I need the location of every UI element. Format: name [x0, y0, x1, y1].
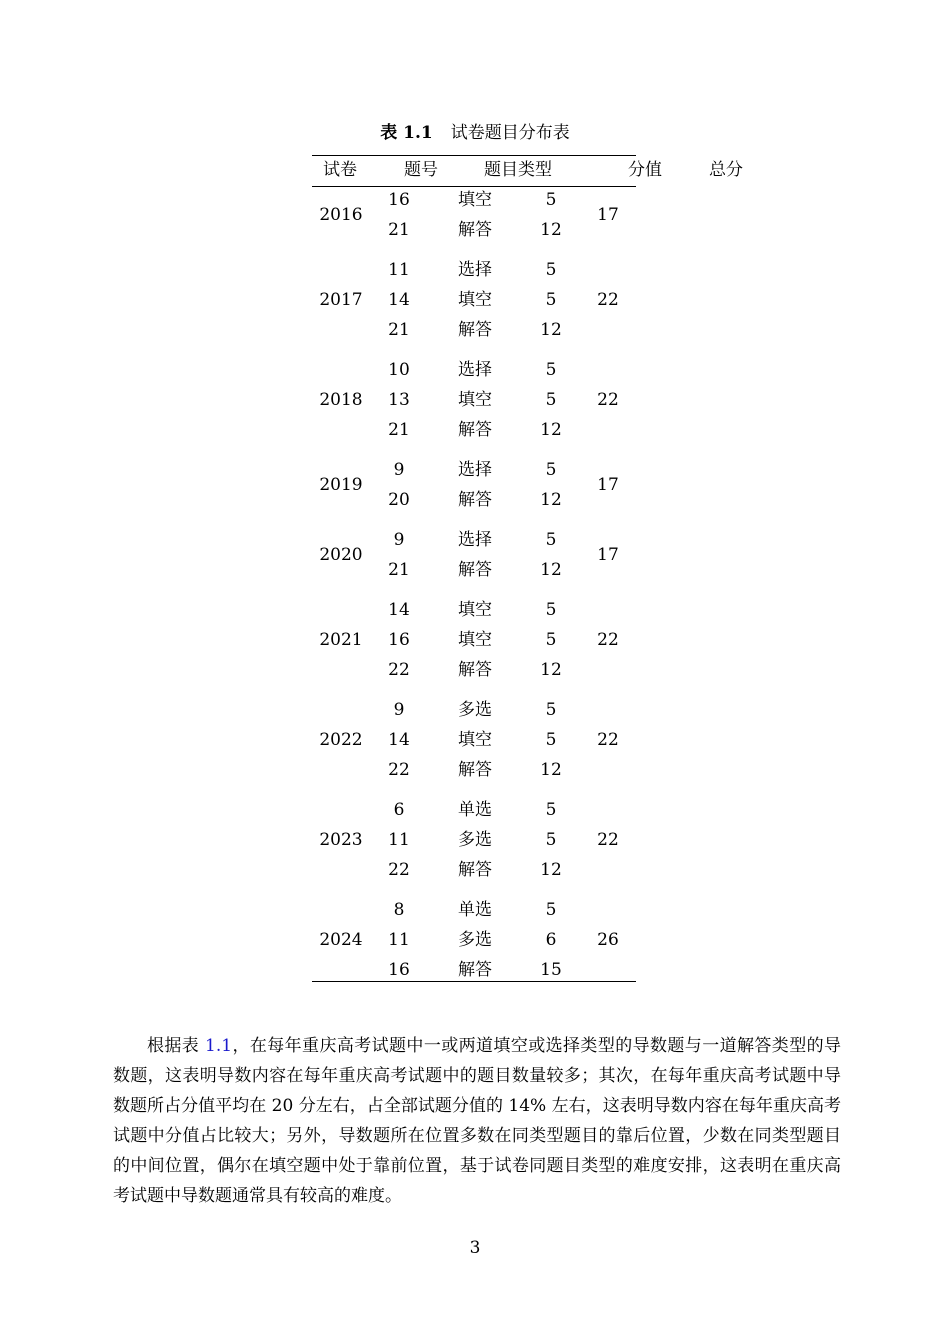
cell-question-number: 16: [388, 190, 410, 210]
cell-question-type: 解答: [458, 760, 492, 780]
cell-score: 5: [545, 290, 557, 310]
cell-question-number: 21: [388, 220, 410, 240]
cell-total: 22: [597, 630, 619, 650]
cell-score: 6: [545, 930, 557, 950]
cell-question-type: 解答: [458, 220, 492, 240]
cell-question-number: 14: [388, 730, 410, 750]
cell-score: 12: [540, 760, 562, 780]
cell-question-type: 解答: [458, 860, 492, 880]
cell-question-number: 21: [388, 320, 410, 340]
cell-question-number: 21: [388, 420, 410, 440]
cell-question-type: 选择: [458, 530, 492, 550]
table-caption: [0, 121, 950, 145]
page-number: 3: [469, 1238, 481, 1258]
paragraph-text-main: ，在每年重庆高考试题中一或两道填空或选择类型的导数题与一道解答类型的导数题，这表明导数内容在每年重庆高考试题中的题目数量较多；其次，在每年重庆高考试题中导数题所占分值平均在 20 分左右，占全部试题分值的 14% 左右，这表明导数内容在每年重庆高考试题中分值占比较大；另外，导数题所在位置多数在同类型题目的靠后位置，少数在同类型题目的中间位置，偶尔在填空题中处于靠前位置，基于试卷同题目类型的难度安排，这表明在重庆高考试题中导数题通常具有较高的难度。: [113, 1036, 841, 1206]
cell-score: 5: [545, 900, 557, 920]
table-caption-title: 试卷题目分布表: [450, 123, 570, 143]
header-paper: 试卷: [323, 160, 357, 180]
cell-question-type: 选择: [458, 260, 492, 280]
cell-total: 17: [597, 205, 619, 225]
cell-question-type: 解答: [458, 960, 492, 980]
cell-score: 5: [545, 460, 557, 480]
cell-score: 15: [540, 960, 562, 980]
cell-question-type: 填空: [458, 600, 492, 620]
cell-question-type: 单选: [458, 800, 492, 820]
body-paragraph: [113, 1031, 841, 1211]
cell-question-number: 16: [388, 630, 410, 650]
cell-score: 5: [545, 700, 557, 720]
cell-paper: 2018: [319, 390, 363, 410]
cell-total: 22: [597, 290, 619, 310]
cell-question-number: 13: [388, 390, 410, 410]
cell-paper: 2016: [319, 205, 363, 225]
table-caption-number: 表 1.1: [380, 123, 433, 143]
cell-total: 26: [597, 930, 619, 950]
table-header-rule: [312, 186, 636, 187]
cell-question-type: 填空: [458, 390, 492, 410]
cell-score: 5: [545, 190, 557, 210]
header-question-type: 题目类型: [484, 160, 552, 180]
cell-question-type: 选择: [458, 460, 492, 480]
cell-question-number: 11: [388, 830, 410, 850]
cell-score: 12: [540, 860, 562, 880]
cell-question-type: 填空: [458, 190, 492, 210]
cell-score: 5: [545, 800, 557, 820]
cell-score: 5: [545, 730, 557, 750]
cell-total: 17: [597, 475, 619, 495]
cell-total: 22: [597, 730, 619, 750]
cell-score: 5: [545, 830, 557, 850]
header-score: 分值: [628, 160, 662, 180]
cell-paper: 2024: [319, 930, 363, 950]
cell-total: 22: [597, 390, 619, 410]
cell-question-type: 选择: [458, 360, 492, 380]
cell-score: 5: [545, 390, 557, 410]
cell-score: 5: [545, 360, 557, 380]
cell-question-number: 9: [393, 530, 405, 550]
cell-question-number: 9: [393, 700, 405, 720]
cell-question-type: 单选: [458, 900, 492, 920]
cell-question-number: 8: [393, 900, 405, 920]
cell-score: 12: [540, 490, 562, 510]
cell-question-number: 10: [388, 360, 410, 380]
paragraph-text-lead: 根据表: [147, 1036, 205, 1056]
header-question-number: 题号: [404, 160, 438, 180]
cell-question-type: 解答: [458, 660, 492, 680]
cell-paper: 2021: [319, 630, 363, 650]
cell-question-type: 解答: [458, 420, 492, 440]
cell-paper: 2019: [319, 475, 363, 495]
cell-question-number: 16: [388, 960, 410, 980]
cell-score: 5: [545, 630, 557, 650]
cell-question-type: 多选: [458, 700, 492, 720]
cell-question-number: 6: [393, 800, 405, 820]
cell-score: 12: [540, 320, 562, 340]
cell-question-type: 解答: [458, 560, 492, 580]
cell-score: 12: [540, 420, 562, 440]
cell-score: 5: [545, 530, 557, 550]
cell-question-number: 14: [388, 600, 410, 620]
cell-question-type: 填空: [458, 730, 492, 750]
cell-question-number: 21: [388, 560, 410, 580]
cell-question-type: 多选: [458, 930, 492, 950]
cell-paper: 2022: [319, 730, 363, 750]
cell-question-number: 11: [388, 930, 410, 950]
cell-paper: 2023: [319, 830, 363, 850]
cell-question-number: 14: [388, 290, 410, 310]
cell-question-number: 22: [388, 660, 410, 680]
cell-total: 22: [597, 830, 619, 850]
cell-question-number: 11: [388, 260, 410, 280]
table-bottom-rule: [312, 981, 636, 982]
table-top-rule: [312, 155, 636, 156]
cell-question-type: 填空: [458, 630, 492, 650]
cell-score: 12: [540, 660, 562, 680]
cell-question-number: 22: [388, 760, 410, 780]
cell-score: 12: [540, 560, 562, 580]
cell-question-type: 多选: [458, 830, 492, 850]
cell-question-type: 解答: [458, 490, 492, 510]
cell-question-type: 解答: [458, 320, 492, 340]
cell-total: 17: [597, 545, 619, 565]
cell-paper: 2017: [319, 290, 363, 310]
cell-question-number: 22: [388, 860, 410, 880]
cell-paper: 2020: [319, 545, 363, 565]
cell-question-type: 填空: [458, 290, 492, 310]
header-total: 总分: [709, 160, 743, 180]
cell-score: 5: [545, 600, 557, 620]
table-reference-link[interactable]: 1.1: [205, 1036, 233, 1056]
cell-question-number: 9: [393, 460, 405, 480]
cell-question-number: 20: [388, 490, 410, 510]
cell-score: 5: [545, 260, 557, 280]
cell-score: 12: [540, 220, 562, 240]
